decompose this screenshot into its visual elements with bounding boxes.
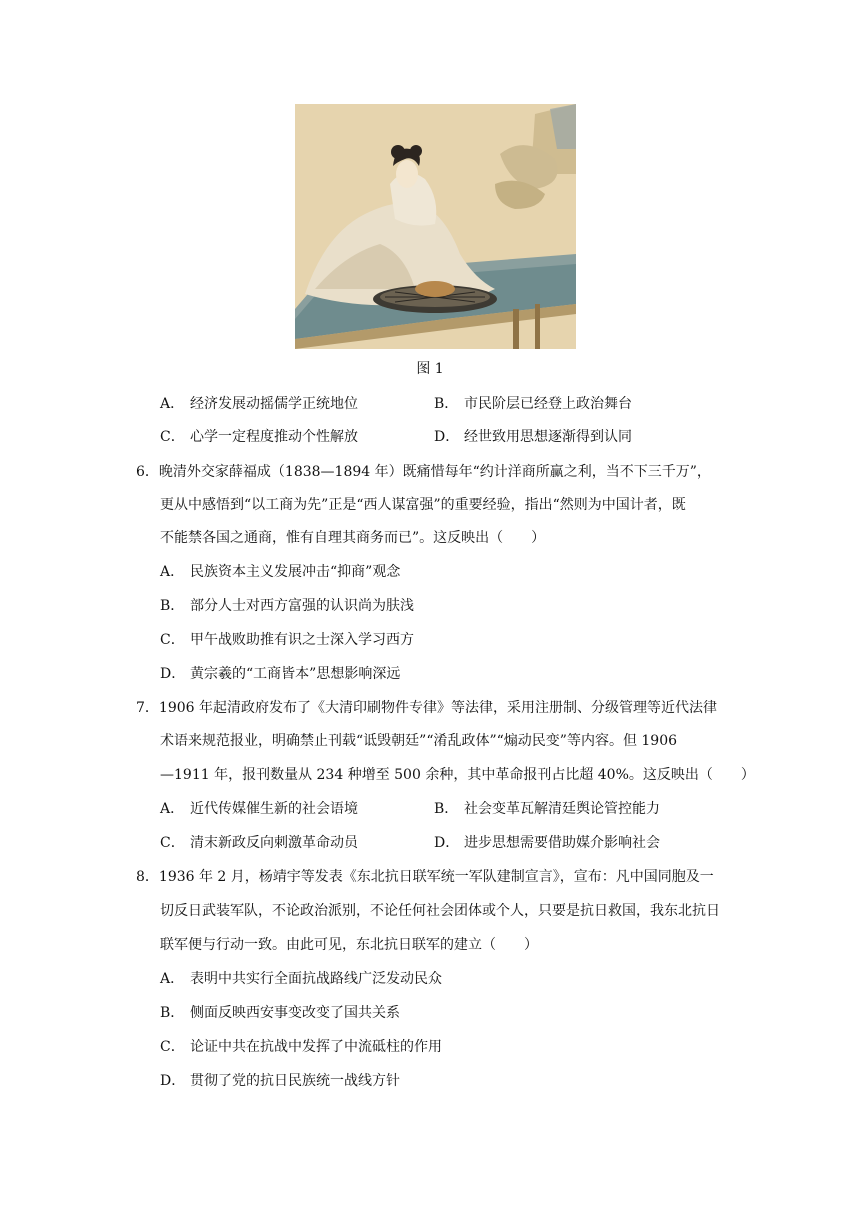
q8-stem-line-1: 8．1936 年 2 月，杨靖宇等发表《东北抗日联军统一军队建制宣言》，宣布：凡中国同胞及一 [136, 869, 714, 885]
q6-option-c [160, 630, 414, 650]
option-letter: A． [160, 971, 185, 987]
q7-stem-line-1: 7．1906 年起清政府发布了《大清印刷物件专律》等法律，采用注册制、分级管理等近代法律 [136, 700, 717, 716]
option-letter: B． [160, 1005, 185, 1021]
option-text: 侧面反映西安事变改变了国共关系 [190, 1005, 400, 1021]
q8-stem-line-3: 联军便与行动一致。由此可见，东北抗日联军的建立（ ） [160, 937, 538, 953]
q6-option-b [160, 596, 414, 616]
q5-option-d [434, 427, 632, 447]
option-letter: B． [434, 396, 459, 412]
figure-caption: 图 1 [416, 361, 444, 377]
option-letter: C． [160, 632, 185, 648]
option-text: 近代传媒催生新的社会语境 [190, 801, 358, 817]
option-letter: D． [434, 429, 460, 445]
option-text: 贯彻了党的抗日民族统一战线方针 [190, 1073, 400, 1089]
option-text: 心学一定程度推动个性解放 [190, 429, 358, 445]
figure-1-painting [295, 104, 576, 349]
option-letter: D． [160, 1073, 186, 1089]
q7-option-c [160, 833, 358, 853]
option-letter: C． [160, 1039, 185, 1055]
q7-option-b [434, 799, 660, 819]
option-letter: D． [434, 835, 460, 851]
option-letter: B． [434, 801, 459, 817]
q5-option-c [160, 427, 358, 447]
q6-stem-line-1: 6．晚清外交家薛福成（1838—1894 年）既痛惜每年“约计洋商所赢之利，当不下三千万”， [136, 464, 711, 480]
option-text: 经济发展动摇儒学正统地位 [190, 396, 358, 412]
q6-option-a [160, 562, 400, 582]
q8-option-d [160, 1071, 400, 1091]
option-text: 表明中共实行全面抗战路线广泛发动民众 [190, 971, 442, 987]
option-text: 民族资本主义发展冲击“抑商”观念 [190, 564, 401, 580]
option-text: 市民阶层已经登上政治舞台 [464, 396, 632, 412]
option-letter: A． [160, 564, 185, 580]
option-text: 经世致用思想逐渐得到认同 [464, 429, 632, 445]
q5-option-a [160, 394, 358, 414]
q6-option-d [160, 664, 400, 684]
option-letter: A． [160, 801, 185, 817]
option-text: 黄宗羲的“工商皆本”思想影响深远 [190, 666, 401, 682]
option-text: 清末新政反向刺激革命动员 [190, 835, 358, 851]
q7-option-d [434, 833, 660, 853]
option-text: 社会变革瓦解清廷舆论管控能力 [464, 801, 660, 817]
option-text: 部分人士对西方富强的认识尚为肤浅 [190, 598, 414, 614]
q8-option-a [160, 969, 442, 989]
option-letter: B． [160, 598, 185, 614]
option-text: 进步思想需要借助媒介影响社会 [464, 835, 660, 851]
q7-option-a [160, 799, 358, 819]
option-text: 论证中共在抗战中发挥了中流砥柱的作用 [190, 1039, 442, 1055]
option-letter: C． [160, 835, 185, 851]
q7-stem-line-2: 术语来规范报业，明确禁止刊载“诋毁朝廷”“淆乱政体”“煽动民变”等内容。但 1906 [160, 733, 678, 749]
q8-option-c [160, 1037, 442, 1057]
q8-option-b [160, 1003, 400, 1023]
option-letter: C． [160, 429, 185, 445]
q7-stem-line-3: —1911 年，报刊数量从 234 种增至 500 余种，其中革命报刊占比超 40%。这反映出（ ） [160, 767, 755, 783]
option-text: 甲午战败助推有识之士深入学习西方 [190, 632, 414, 648]
q8-stem-line-2: 切反日武装军队，不论政治派别，不论任何社会团体或个人，只要是抗日救国，我东北抗日 [160, 903, 720, 919]
option-letter: A． [160, 396, 185, 412]
q6-stem-line-2: 更从中感悟到“以工商为先”正是“西人谋富强”的重要经验，指出“然则为中国计者，既 [160, 497, 686, 513]
q6-stem-line-3: 不能禁各国之通商，惟有自理其商务而已”。这反映出（ ） [160, 530, 546, 546]
option-letter: D． [160, 666, 186, 682]
q5-option-b [434, 394, 632, 414]
